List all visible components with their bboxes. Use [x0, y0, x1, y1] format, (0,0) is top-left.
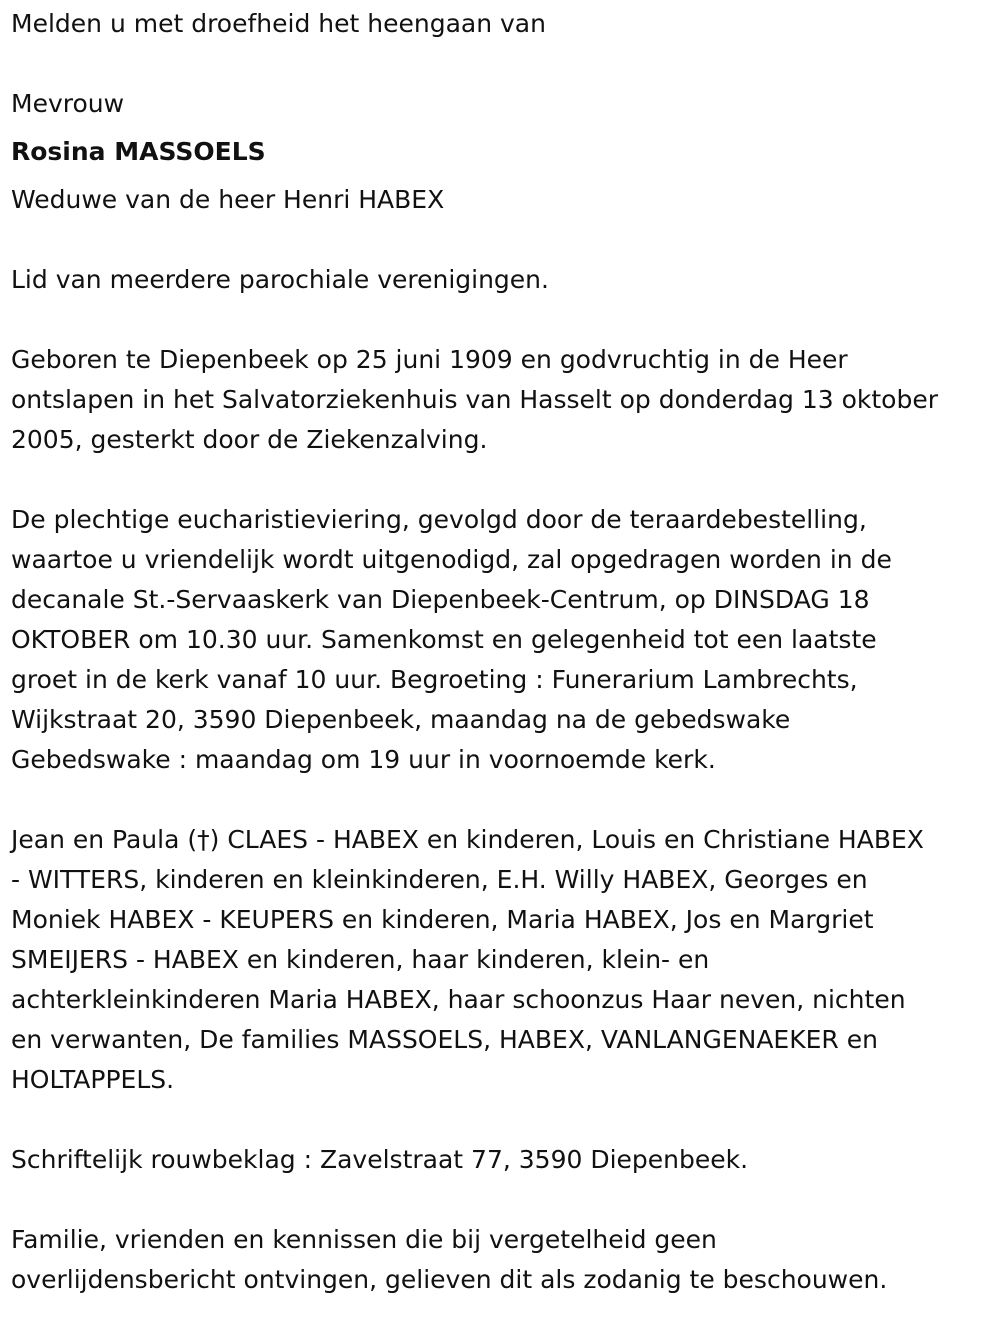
intro-text: Melden u met droefheid het heengaan van	[11, 9, 546, 38]
family-paragraph: Jean en Paula (†) CLAES - HABEX en kinderen, Louis en Christiane HABEX - WITTERS, kinderen en kleinkinderen, E.H. Willy HABEX, Georges en Moniek HABEX - KEUPERS en kinderen, Maria HABEX, Jos en Margriet SMEIJERS - HABEX en kinderen, haar kinderen, klein- en achterkleinkinderen Maria HABEX, haar schoonzus Haar neven, nichten en verwanten, De families MASSOELS, HABEX, VANLANGENAEKER en HOLTAPPELS.	[11, 825, 924, 1094]
birth-death-paragraph: Geboren te Diepenbeek op 25 juni 1909 en godvruchtig in de Heer ontslapen in het Salvatorziekenhuis van Hasselt op donderdag 13 oktober 2005, gesterkt door de Ziekenzalving.	[11, 345, 939, 454]
deceased-name: Rosina MASSOELS	[11, 137, 266, 166]
condolence-address: Schriftelijk rouwbeklag : Zavelstraat 77, 3590 Diepenbeek.	[11, 1145, 749, 1174]
spouse-line: Weduwe van de heer Henri HABEX	[11, 185, 445, 214]
honorific-title: Mevrouw	[11, 89, 125, 118]
obituary-document	[11, 0, 995, 1300]
closing-paragraph: Familie, vrienden en kennissen die bij vergetelheid geen overlijdensbericht ontvingen, gelieven dit als zodanig te beschouwen.	[11, 1225, 888, 1294]
ceremony-paragraph: De plechtige eucharistieviering, gevolgd door de teraardebestelling, waartoe u vriendelijk wordt uitgenodigd, zal opgedragen worden in de decanale St.-Servaaskerk van Diepenbeek-Centrum, op DINSDAG 18 OKTOBER om 10.30 uur. Samenkomst en gelegenheid tot een laatste groet in de kerk vanaf 10 uur. Begroeting : Funerarium Lambrechts, Wijkstraat 20, 3590 Diepenbeek, maandag na de gebedswake Gebedswake : maandag om 19 uur in voornoemde kerk.	[11, 505, 892, 774]
membership-text: Lid van meerdere parochiale verenigingen.	[11, 265, 549, 294]
